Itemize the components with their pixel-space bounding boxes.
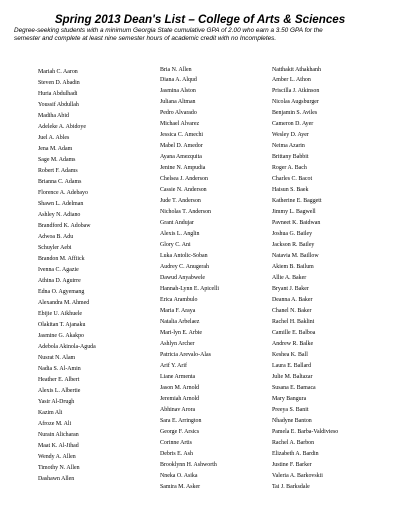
list-item: Bryant J. Baker [272, 285, 309, 292]
list-item: Wendy A. Allen [38, 454, 76, 460]
list-item: Pamela E. Barba-Valdivieso [272, 428, 339, 435]
list-item: Priscilla J. Atkinson [272, 87, 320, 94]
list-item: Brianna C. Adams [38, 179, 82, 185]
list-item: Pedro Alvarado [160, 109, 197, 116]
list-item: Amber L. Athon [272, 76, 311, 83]
list-item: Alexis L. Anglin [160, 230, 200, 237]
list-item: Nadia S. Al-Amin [38, 366, 81, 372]
list-item: Camille E. Balboa [272, 329, 316, 336]
list-item: Juel A. Ables [38, 135, 70, 141]
list-item: Olakitan T. Ajanaku [38, 322, 86, 328]
list-item: Jeremiah Arnold [160, 395, 200, 402]
list-item: Huria Abdulhadi [38, 91, 78, 97]
list-item: Elizabeth A. Bardin [272, 450, 319, 457]
list-item: Adeleke A. Abidoye [38, 124, 86, 130]
list-item: Ivenna C. Agazie [38, 267, 79, 273]
list-item: Timothy N. Allen [38, 465, 80, 471]
list-item: Brittany Babbit [272, 153, 309, 160]
list-item: Charles C. Bacot [272, 175, 313, 182]
subtitle-line: Degree-seeking students with a minimum Georgia State cumulative GPA of 2.00 who earn a 3.50 GPA for the [14, 27, 323, 34]
list-item: Ashlyn Archer [160, 340, 195, 347]
list-item: Madiha Abid [38, 113, 69, 119]
list-item: Brandon M. Affiick [38, 256, 85, 262]
list-item: Roger A. Bach [272, 164, 307, 171]
list-item: Audrey C. Anugerah [160, 263, 209, 270]
list-item: Heather E. Albert [38, 377, 80, 383]
list-item: Rachel H. Baklini [272, 318, 315, 325]
list-item: Jude T. Anderson [160, 197, 201, 204]
list-item: Benjamin S. Aviles [272, 109, 318, 116]
list-item: Pavneet K. Baidwan [272, 219, 321, 226]
list-item: Andrew R. Balke [272, 340, 314, 347]
list-item: Edna O. Agyemang [38, 289, 85, 295]
list-item: Wesley D. Ayer [272, 131, 309, 138]
list-item: Cassie N. Anderson [160, 186, 207, 193]
list-item: Nicholas T. Anderson [160, 208, 211, 215]
name-column-3 [272, 67, 338, 493]
list-item: Sara E. Arrington [160, 417, 202, 424]
list-item: Nneka O. Asika [160, 472, 198, 479]
list-item: Susana E. Bamaca [272, 384, 316, 391]
list-item: Glory C. Ani [160, 241, 191, 248]
list-item: Maria F. Araya [160, 307, 196, 314]
list-item: Diana A. Alqud [160, 76, 197, 83]
list-item: Bria N. Allen [160, 67, 192, 73]
list-item: Shawn L. Adelman [38, 201, 84, 207]
list-item: Mariah C. Aaron [38, 69, 78, 75]
list-item: Schuyler Aebi [38, 245, 72, 251]
list-item: Jena M. Adam [38, 146, 73, 152]
list-item: Patricia Arevalo-Alas [160, 351, 211, 358]
list-item: Brooklynn H. Ashworth [160, 461, 217, 468]
list-item: Natalia Arbelaez [160, 318, 200, 325]
list-item: Corinne Artis [160, 439, 192, 446]
list-item: Valeria A. Barkovskii [272, 472, 323, 479]
list-item: Florence A. Adebayo [38, 190, 88, 196]
list-item: Jasmina Alston [160, 87, 196, 94]
list-item: Alexandra M. Ahmed [38, 300, 90, 306]
list-item: Debris E. Ash [160, 450, 193, 457]
list-item: Nusrat N. Alam [38, 355, 76, 361]
list-item: Laura E. Ballard [272, 362, 312, 369]
list-item: Mary Bangura [272, 395, 307, 402]
list-item: Deanna A. Baker [272, 296, 313, 303]
name-column-2 [160, 67, 219, 493]
list-item: Neima Azarin [272, 142, 305, 149]
list-item: Juliana Altman [160, 98, 196, 105]
list-item: Joshua G. Bailey [272, 230, 313, 237]
list-item: Nhadyne Banton [272, 417, 312, 424]
name-column-1 [38, 67, 96, 485]
list-item: Ebijie U. Aikhuele [38, 311, 83, 317]
list-item: Nicolas Augsburger [272, 98, 319, 105]
list-item: Luka Antolic-Soban [160, 252, 208, 259]
list-item: Grant Andujar [160, 219, 194, 226]
list-item: Julie M. Baltazar [272, 373, 313, 380]
list-item: Mari-lyn E. Arbie [160, 329, 203, 336]
list-item: Akiem B. Bailum [272, 263, 314, 270]
list-item: Rachel A. Barbon [272, 439, 315, 446]
list-item: Samira M. Asker [160, 483, 201, 490]
list-item: Liane Armenta [160, 373, 196, 380]
list-item: Arif Y. Arif [160, 362, 187, 369]
list-item: Cameron D. Ayer [272, 120, 314, 127]
subtitle-line: semester and complete at least nine semester hours of academic credit with no Incompletes. [14, 34, 277, 42]
list-item: Tai J. Barksdale [272, 483, 310, 490]
list-item: Hannah-Lynn E. Apicelli [160, 285, 220, 292]
list-item: Erica Arambulo [160, 296, 198, 303]
list-item: Brandford K. Adobaw [38, 223, 91, 229]
list-item: Mabel D. Amedor [160, 142, 203, 149]
page-title: Spring 2013 Dean's List – College of Arts & Sciences [54, 13, 346, 26]
list-item: Dashawn Allen [38, 476, 75, 482]
list-item: Kazim Ali [38, 410, 63, 416]
list-item: Haisun S. Baek [272, 186, 309, 193]
list-item: George F. Arsics [160, 428, 200, 435]
list-item: Afroze M. Ali [38, 421, 72, 427]
list-item: Youssif Abdullah [38, 102, 79, 108]
list-item: Jackson R. Bailey [272, 241, 315, 248]
list-item: Keshea K. Ball [272, 351, 308, 358]
list-item: Yasir Al-Drugh [38, 399, 75, 405]
list-item: Preeya S. Banit [272, 406, 309, 413]
page-subtitle [14, 27, 388, 42]
list-item: Dawud Anyabwele [160, 274, 205, 281]
list-item: Michael Alvarez [160, 120, 200, 127]
list-item: Steven D. Abadin [38, 80, 80, 86]
list-item: Jenine N. Ampudia [160, 164, 206, 171]
list-item: Alexis L. Albertie [38, 388, 81, 394]
list-item: Maat K. Al-Jihad [38, 443, 79, 449]
list-item: Athina D. Aguirre [38, 278, 81, 284]
list-item: Ashley N. Adiano [38, 212, 81, 218]
list-item: Chanel N. Baker [272, 307, 312, 314]
list-item: Abhinav Arora [160, 406, 196, 413]
list-item: Nurain Alicharan [38, 432, 79, 438]
list-item: Jimmy L. Bagwell [272, 208, 316, 215]
list-item: Jasmine G. Akakpo [38, 333, 84, 339]
list-item: Natthakit Athakhanh [272, 67, 321, 73]
list-item: Sage M. Adams [38, 157, 76, 163]
list-item: Robert F. Adams [38, 168, 78, 174]
list-item: Natavia M. Baillow [272, 252, 319, 259]
list-item: Jessica C. Amechi [160, 131, 204, 138]
list-item: Allie A. Baker [272, 274, 307, 281]
list-item: Adwoa B. Adu [38, 234, 74, 240]
list-item: Adebola Akinola-Aguda [38, 344, 96, 350]
list-item: Jason M. Arnold [160, 384, 200, 391]
list-item: Katherine E. Baggett [272, 197, 322, 204]
list-item: Chelsea J. Anderson [160, 175, 208, 182]
list-item: Ayana Amezquita [160, 153, 202, 160]
list-item: Justine F. Barker [272, 461, 312, 468]
